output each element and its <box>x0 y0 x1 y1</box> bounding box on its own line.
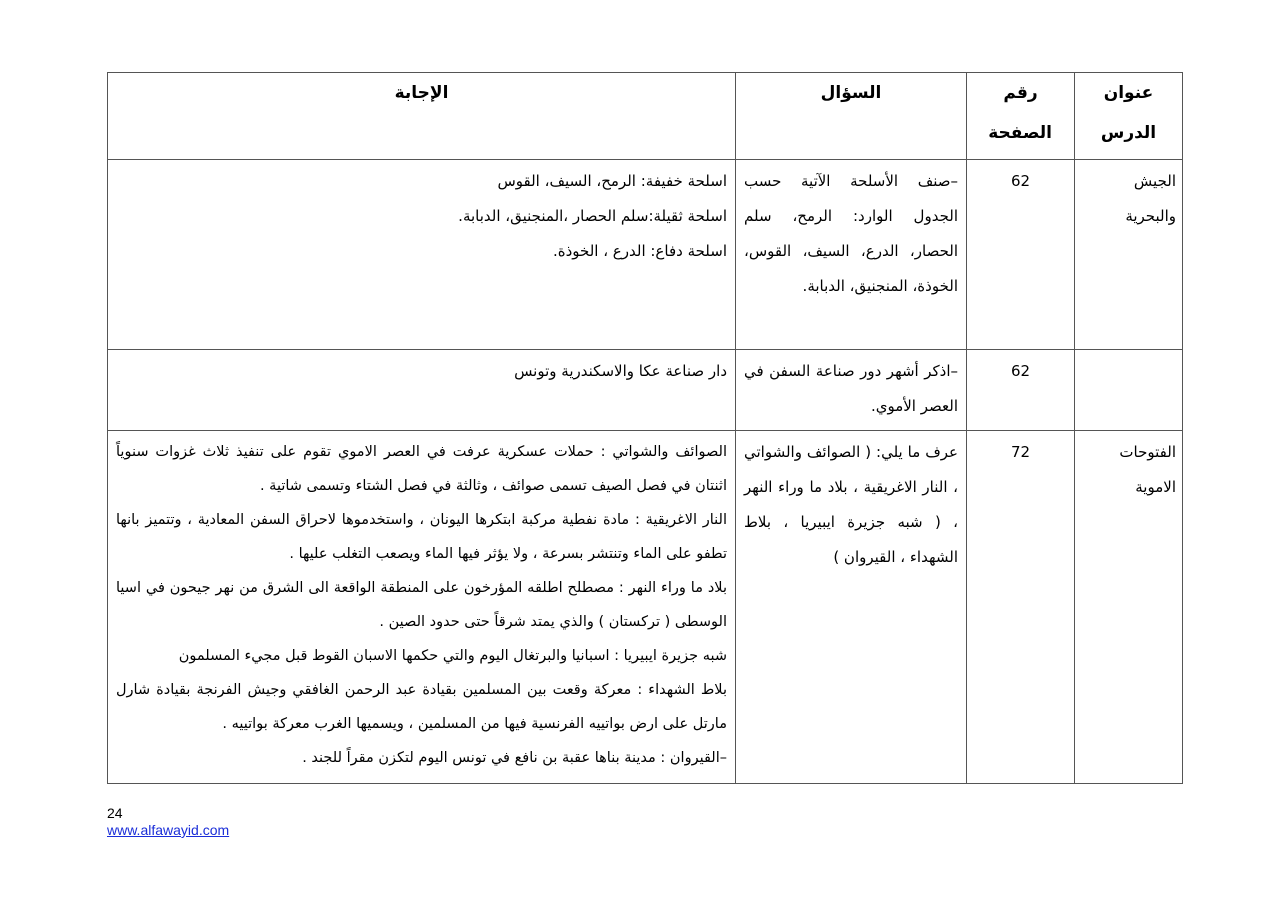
answer-line: بلاط الشهداء : معركة وقعت بين المسلمين بقيادة عبد الرحمن الغافقي وجيش الفرنجة بقيادة شارل مارتل على ارض بواتييه الفرنسية فيها من المسلمين ، ويسميها الغرب معركة بواتييه . <box>116 682 727 732</box>
page-number: 24 <box>107 805 123 821</box>
table-row <box>108 350 1183 431</box>
answer-line: النار الاغريقية : مادة نفطية مركبة ابتكرها اليونان ، واستخدموها لاحراق السفن المعادية ، وتتميز بانها تطفو على الماء وتنتشر بسرعة ، ولا يؤثر فيها الماء ويصعب التغلب عليها . <box>116 512 727 562</box>
header-question: السؤال <box>736 73 967 160</box>
answer-line: الصوائف والشواتي : حملات عسكرية عرفت في العصر الاموي تقوم على تنفيذ ثلاث غزوات سنوياً اثنتان في فصل الصيف تسمى صوائف ، وثالثة في فصل الشتاء وتسمى شاتية . <box>116 444 727 494</box>
answer-line: دار صناعة عكا والاسكندرية وتونس <box>514 362 727 380</box>
page-footer <box>107 805 229 839</box>
row-page: 72 <box>967 431 1075 784</box>
header-answer: الإجابة <box>108 73 736 160</box>
answer-line: اسلحة دفاع: الدرع ، الخوذة. <box>552 242 727 260</box>
website-link[interactable]: www.alfawayid.com <box>107 822 230 838</box>
qa-table <box>107 72 1183 784</box>
row-lesson <box>1075 350 1183 431</box>
header-page-number: رقم الصفحة <box>967 73 1075 160</box>
row-page: 62 <box>967 350 1075 431</box>
row-lesson: الفتوحات الاموية <box>1075 431 1183 784</box>
answer-line: –القيروان : مدينة بناها عقبة بن نافع في تونس اليوم لتكزن مقراً للجند . <box>302 750 727 766</box>
row-lesson: الجيش والبحرية <box>1075 160 1183 350</box>
table-row <box>108 160 1183 350</box>
answer-line: اسلحة خفيفة: الرمح، السيف، القوس <box>497 172 727 190</box>
row-page: 62 <box>967 160 1075 350</box>
header-lesson-title: عنوان الدرس <box>1075 73 1183 160</box>
table-header-row <box>108 73 1183 160</box>
answer-line: اسلحة ثقيلة:سلم الحصار ،المنجنيق، الدبابة. <box>458 207 727 225</box>
row-question: عرف ما يلي: ( الصوائف والشواتي ، النار الاغريقية ، بلاد ما وراء النهر ، ( شبه جزيرة ايبيريا ، بلاط الشهداء ، القيروان ) <box>736 431 967 784</box>
answer-line: بلاد ما وراء النهر : مصطلح اطلقه المؤرخون على المنطقة الواقعة الى الشرق من نهر جيحون في اسيا الوسطى ( تركستان ) والذي يمتد شرقاً حتى حدود الصين . <box>116 580 727 630</box>
row-question: –صنف الأسلحة الآتية حسب الجدول الوارد: الرمح، سلم الحصار، الدرع، السيف، القوس، الخوذة، المنجنيق، الدبابة. <box>736 160 967 350</box>
row-question: –اذكر أشهر دور صناعة السفن في العصر الأموي. <box>736 350 967 431</box>
answer-line: شبه جزيرة ايبيريا : اسبانيا والبرتغال اليوم والتي حكمها الاسبان القوط قبل مجيء المسلمون <box>178 648 727 664</box>
table-row <box>108 431 1183 784</box>
row-answer <box>108 350 736 431</box>
row-answer <box>108 431 736 784</box>
row-answer <box>108 160 736 350</box>
